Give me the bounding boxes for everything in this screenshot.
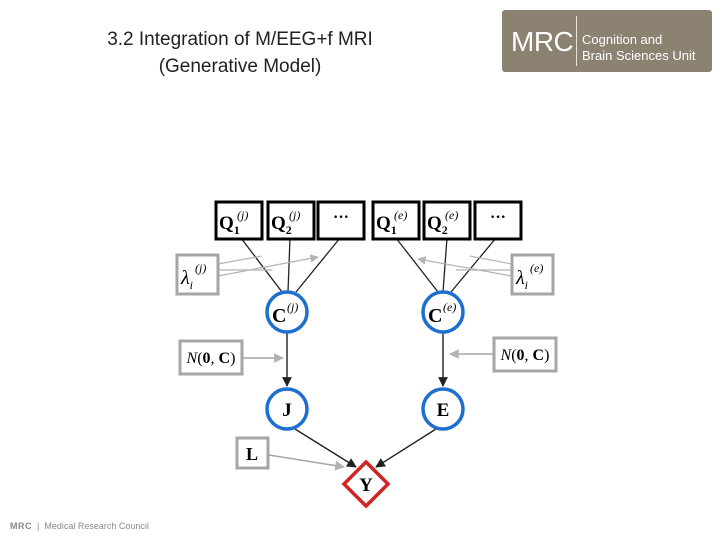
q1j-box [216,202,262,239]
q1e-sub: 1 [390,223,397,237]
y-label: Y [359,475,373,496]
q1j-sup: (j) [237,208,249,222]
prior-right-c: C [532,347,545,364]
cj-base: C [272,305,287,327]
lambda-j-base: λ [181,267,190,289]
ce-node [423,292,463,332]
lambda-j-sub: i [189,278,194,292]
j-label: J [282,400,292,421]
l-box [237,438,268,468]
q1e-box [373,202,419,239]
dots-j-text: ··· [332,209,350,226]
edge-lambdae-1 [470,256,512,264]
logo-unit-line1: Cognition and [582,32,663,47]
edge-lambdaj-1 [218,256,262,264]
svg-text:N(0, C) [500,347,550,364]
prior-right-box [494,338,556,371]
q2j-sub: 2 [285,223,292,237]
j-node [267,389,307,429]
edge-dotse-ce [451,238,496,292]
prior-right-close: ) [544,347,550,364]
covariance-components [216,202,521,239]
q2e-sup: (e) [445,208,459,222]
edges-q-to-c [241,238,496,292]
lambda-e-base: λ [516,267,525,289]
edges-main [287,331,443,467]
edge-q1e-ce [396,238,438,292]
footer-name: Medical Research Council [44,521,149,531]
prior-left-open: ( [197,350,203,367]
cj-node [267,292,307,332]
prior-left-n: N [186,350,198,367]
lambda-e-sub: i [524,278,529,292]
svg-text:N(0, C) [186,350,236,367]
footer-separator: | [37,521,40,531]
logo-unit-line2: Brain Sciences Unit [582,48,696,63]
ce-sup: (e) [443,300,457,314]
prior-left-close: ) [230,350,236,367]
lambda-e-sup: (e) [530,261,544,275]
q1j-base: Q [219,213,234,234]
q1e-base: Q [376,213,391,234]
prior-right-open: ( [511,347,517,364]
q2j-base: Q [271,213,286,234]
edge-e-y [376,429,436,467]
ce-base: C [428,305,443,327]
prior-left-zero: 0 [202,350,211,367]
lambda-e-box [512,255,553,294]
prior-right-n: N [500,347,512,364]
prior-left-c: C [218,350,231,367]
e-label: E [436,400,450,421]
lambda-j-sup: (j) [195,261,207,275]
q2j-box [268,202,314,239]
prior-left-comma: , [210,350,219,367]
y-node [344,462,388,506]
edge-q2j-cj [288,238,290,292]
edge-dotsj-cj [296,238,340,292]
q2e-sub: 2 [441,223,448,237]
dots-e-box [475,202,521,239]
dots-j-box [318,202,364,239]
edge-l-y [269,455,344,467]
q2e-box [424,202,470,239]
q1e-sup: (e) [394,208,408,222]
prior-right-comma: , [524,347,533,364]
footer-mark: MRC [10,521,32,531]
dots-e-text: ··· [489,209,507,226]
e-node [423,389,463,429]
q2j-sup: (j) [289,208,301,222]
prior-right-zero: 0 [516,347,525,364]
prior-left-box [180,341,242,374]
cj-sup: (j) [287,300,299,314]
logo-mark: MRC [511,26,574,57]
slide-title-line1: 3.2 Integration of M/EEG+f MRI [107,29,373,50]
q1j-sub: 1 [233,223,240,237]
lambda-j-box [177,255,218,294]
q2e-base: Q [427,213,442,234]
edge-q2e-ce [443,238,447,292]
l-label: L [245,444,259,464]
slide-title-line2: (Generative Model) [158,56,322,77]
